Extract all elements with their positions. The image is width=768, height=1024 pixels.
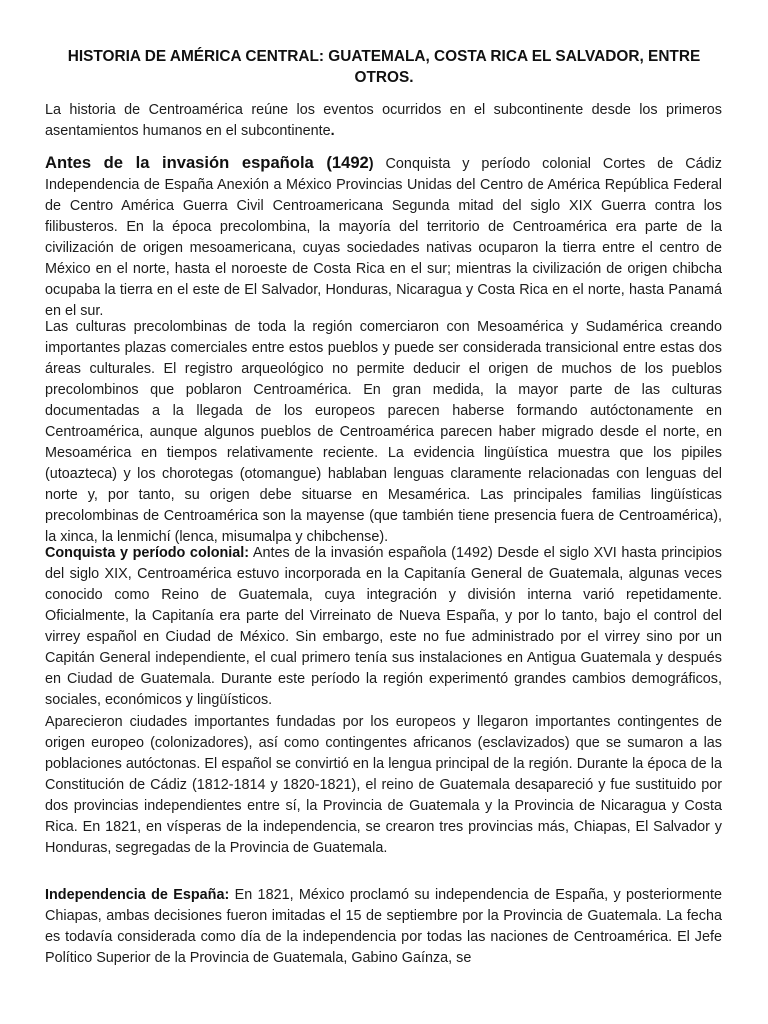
ciudades-paragraph: Aparecieron ciudades importantes fundadas por los europeos y llegaron importantes contingentes de origen europeo (colonizadores), así como contingentes africanos (esclavizados) que se sumaron a las poblaciones autóctonas. El español se convirtió en la lengua principal de la región. Durante la época de la Constitución de Cádiz (1812-1814 y 1820-1821), el reino de Guatemala desapareció y fue sustituido por dos provincias independientes entre sí, la Provincia de Guatemala y la Provincia de Nicaragua y Costa Rica. En 1821, en vísperas de la independencia, se crearon tres provincias más, Chiapas, El Salvador y Honduras, segregadas de la Provincia de Guatemala. (45, 714, 722, 856)
section-conquista-heading: Conquista y período colonial: (45, 545, 250, 561)
section-independencia-paragraph (45, 885, 722, 969)
section-conquista-text: Antes de la invasión española (1492) Desde el siglo XVI hasta principios del siglo XIX, Centroamérica estuvo incorporada en la Capitanía General de Guatemala, algunas veces conocido como Reino de Guatemala, cuya integración y división interna varió repetidamente. Oficialmente, la Capitanía era parte del Virreinato de Nueva España, y por lo tanto, bajo el control del virrey español en Ciudad de México. Sin embargo, este no fue administrado por el virrey sino por un Capitán General independiente, el cual primero tenía sus instalaciones en Antigua Guatemala y después en Ciudad de Guatemala. Durante este período la región experimentó grandes cambios demográficos, sociales, económicos y lingüísticos. (45, 545, 722, 708)
section-antes-paragraph (45, 152, 722, 322)
section-conquista-paragraph (45, 543, 722, 711)
intro-end: . (330, 123, 335, 139)
section-independencia-text: En 1821, México proclamó su independencia de España, y posteriormente Chiapas, ambas decisiones fueron imitadas el 15 de septiembre por la Provincia de Guatemala. La fecha es todavía considerada como día de la independencia por todas las naciones de Centroamérica. El Jefe Político Superior de la Provincia de Guatemala, Gabino Gaínza, se (45, 887, 722, 966)
section-independencia-heading: Independencia de España: (45, 887, 230, 903)
intro-text: La historia de Centroamérica reúne los eventos ocurridos en el subcontinente desde los primeros asentamientos humanos en el subcontinente (45, 102, 722, 139)
section-antes-heading-paren: ) (368, 156, 374, 172)
culturas-paragraph: Las culturas precolombinas de toda la región comerciaron con Mesoamérica y Sudamérica creando importantes plazas comerciales entre estos pueblos y puede ser considerada transicional entre estas dos áreas culturales. El registro arqueológico no permite deducir el origen de muchos de los pueblos precolombinos que poblaron Centroamérica. En gran medida, la mayor parte de las culturas documentadas a la llegada de los europeos parecen haberse formando autóctonamente en Centroamérica, aunque algunos pueblos de Centroamérica parecen haber migrado desde el norte, en Mesoamérica en tiempos relativamente reciente. La evidencia lingüística muestra que los pipiles (utoazteca) y los chorotegas (otomangue) hablaban lenguas claramente relacionadas con lenguas del norte y, por tanto, su origen debe situarse en Mesamérica. Las principales familias lingüísticas precolombinas de Centroamérica son la mayense (que también tiene presencia fuera de Centroamérica), la xinca, la lenmichí (lenca, misumalpa y chibchense). (45, 319, 722, 545)
intro-paragraph (45, 100, 722, 142)
section-antes-text: Conquista y período colonial Cortes de Cádiz Independencia de España Anexión a México Provincias Unidas del Centro de América República Federal de Centro América Guerra Civil Centroamericana Segunda mitad del siglo XIX Guerra contra los filibusteros. En la época precolombina, la mayoría del territorio de Centroamérica era parte de la civilización de origen mesoamericana, cuyas sociedades nativas ocuparon la tierra entre el centro de México en el norte, hasta el noroeste de Costa Rica en el sur; mientras la civilización de origen chibcha ocupaba la tierra en el este de El Salvador, Honduras, Nicaragua y Costa Rica en el norte, hasta Panamá en el sur. (45, 156, 723, 319)
document-title: HISTORIA DE AMÉRICA CENTRAL: GUATEMALA, COSTA RICA EL SALVADOR, ENTRE OTROS. (67, 48, 701, 86)
section-antes-heading: Antes de la invasión española (1492 (45, 153, 369, 172)
